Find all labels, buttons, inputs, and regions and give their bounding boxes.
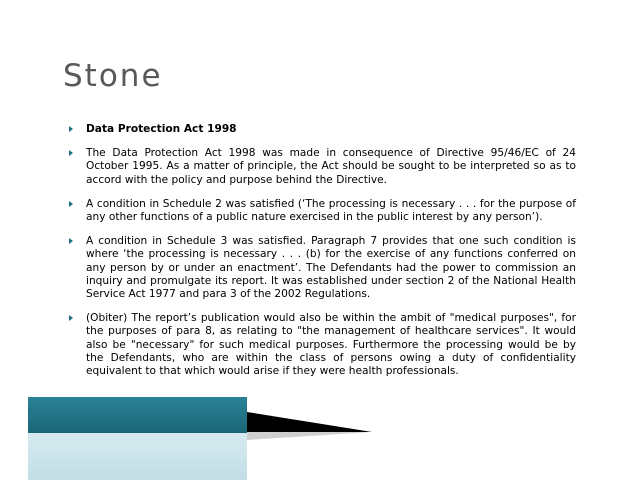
bullet-item	[69, 235, 576, 301]
bullet-text: (Obiter) The report’s publication would also be within the ambit of "medical purposes", for the purposes of para 8, as relating to "the management of healthcare services". It would also be "necessary" for such medical purposes. Furthermore the processing would be by the Defendants, who are within the class of persons owing a duty of confidentiality equivalent to that which would arise if they were health professionals.	[86, 312, 576, 378]
bullet-list	[69, 123, 576, 389]
bullet-arrow-icon	[69, 238, 73, 244]
bullet-text: The Data Protection Act 1998 was made in consequence of Directive 95/46/EC of 24 October 1995. As a matter of principle, the Act should be sought to be interpreted so as to accord with the policy and purpose behind the Directive.	[86, 147, 576, 186]
wedge-shadow	[247, 432, 372, 440]
bullet-text: A condition in Schedule 3 was satisfied. Paragraph 7 provides that one such condition is where ‘the processing is necessary . . . (b) for the exercise of any functions conferred on any person by or under an enactment’. The Defendants had the power to commission an inquiry and promulgate its report. It was established under section 2 of the National Health Service Act 1977 and para 3 of the 2002 Regulations.	[86, 235, 576, 301]
slide-title: Stone	[63, 58, 163, 94]
teal-band	[28, 397, 247, 433]
bullet-item	[69, 147, 576, 187]
bullet-arrow-icon	[69, 150, 73, 156]
black-wedge	[247, 412, 372, 432]
pale-band	[28, 432, 247, 480]
bullet-arrow-icon	[69, 315, 73, 321]
bullet-text: Data Protection Act 1998	[86, 123, 237, 135]
bullet-arrow-icon	[69, 126, 73, 132]
bullet-text: A condition in Schedule 2 was satisfied (‘The processing is necessary . . . for the purpose of any other functions of a public nature exercised in the public interest by any person’).	[86, 197, 576, 224]
bullet-item	[69, 123, 576, 136]
bullet-item	[69, 312, 576, 378]
bullet-arrow-icon	[69, 201, 73, 207]
bullet-item	[69, 198, 576, 224]
